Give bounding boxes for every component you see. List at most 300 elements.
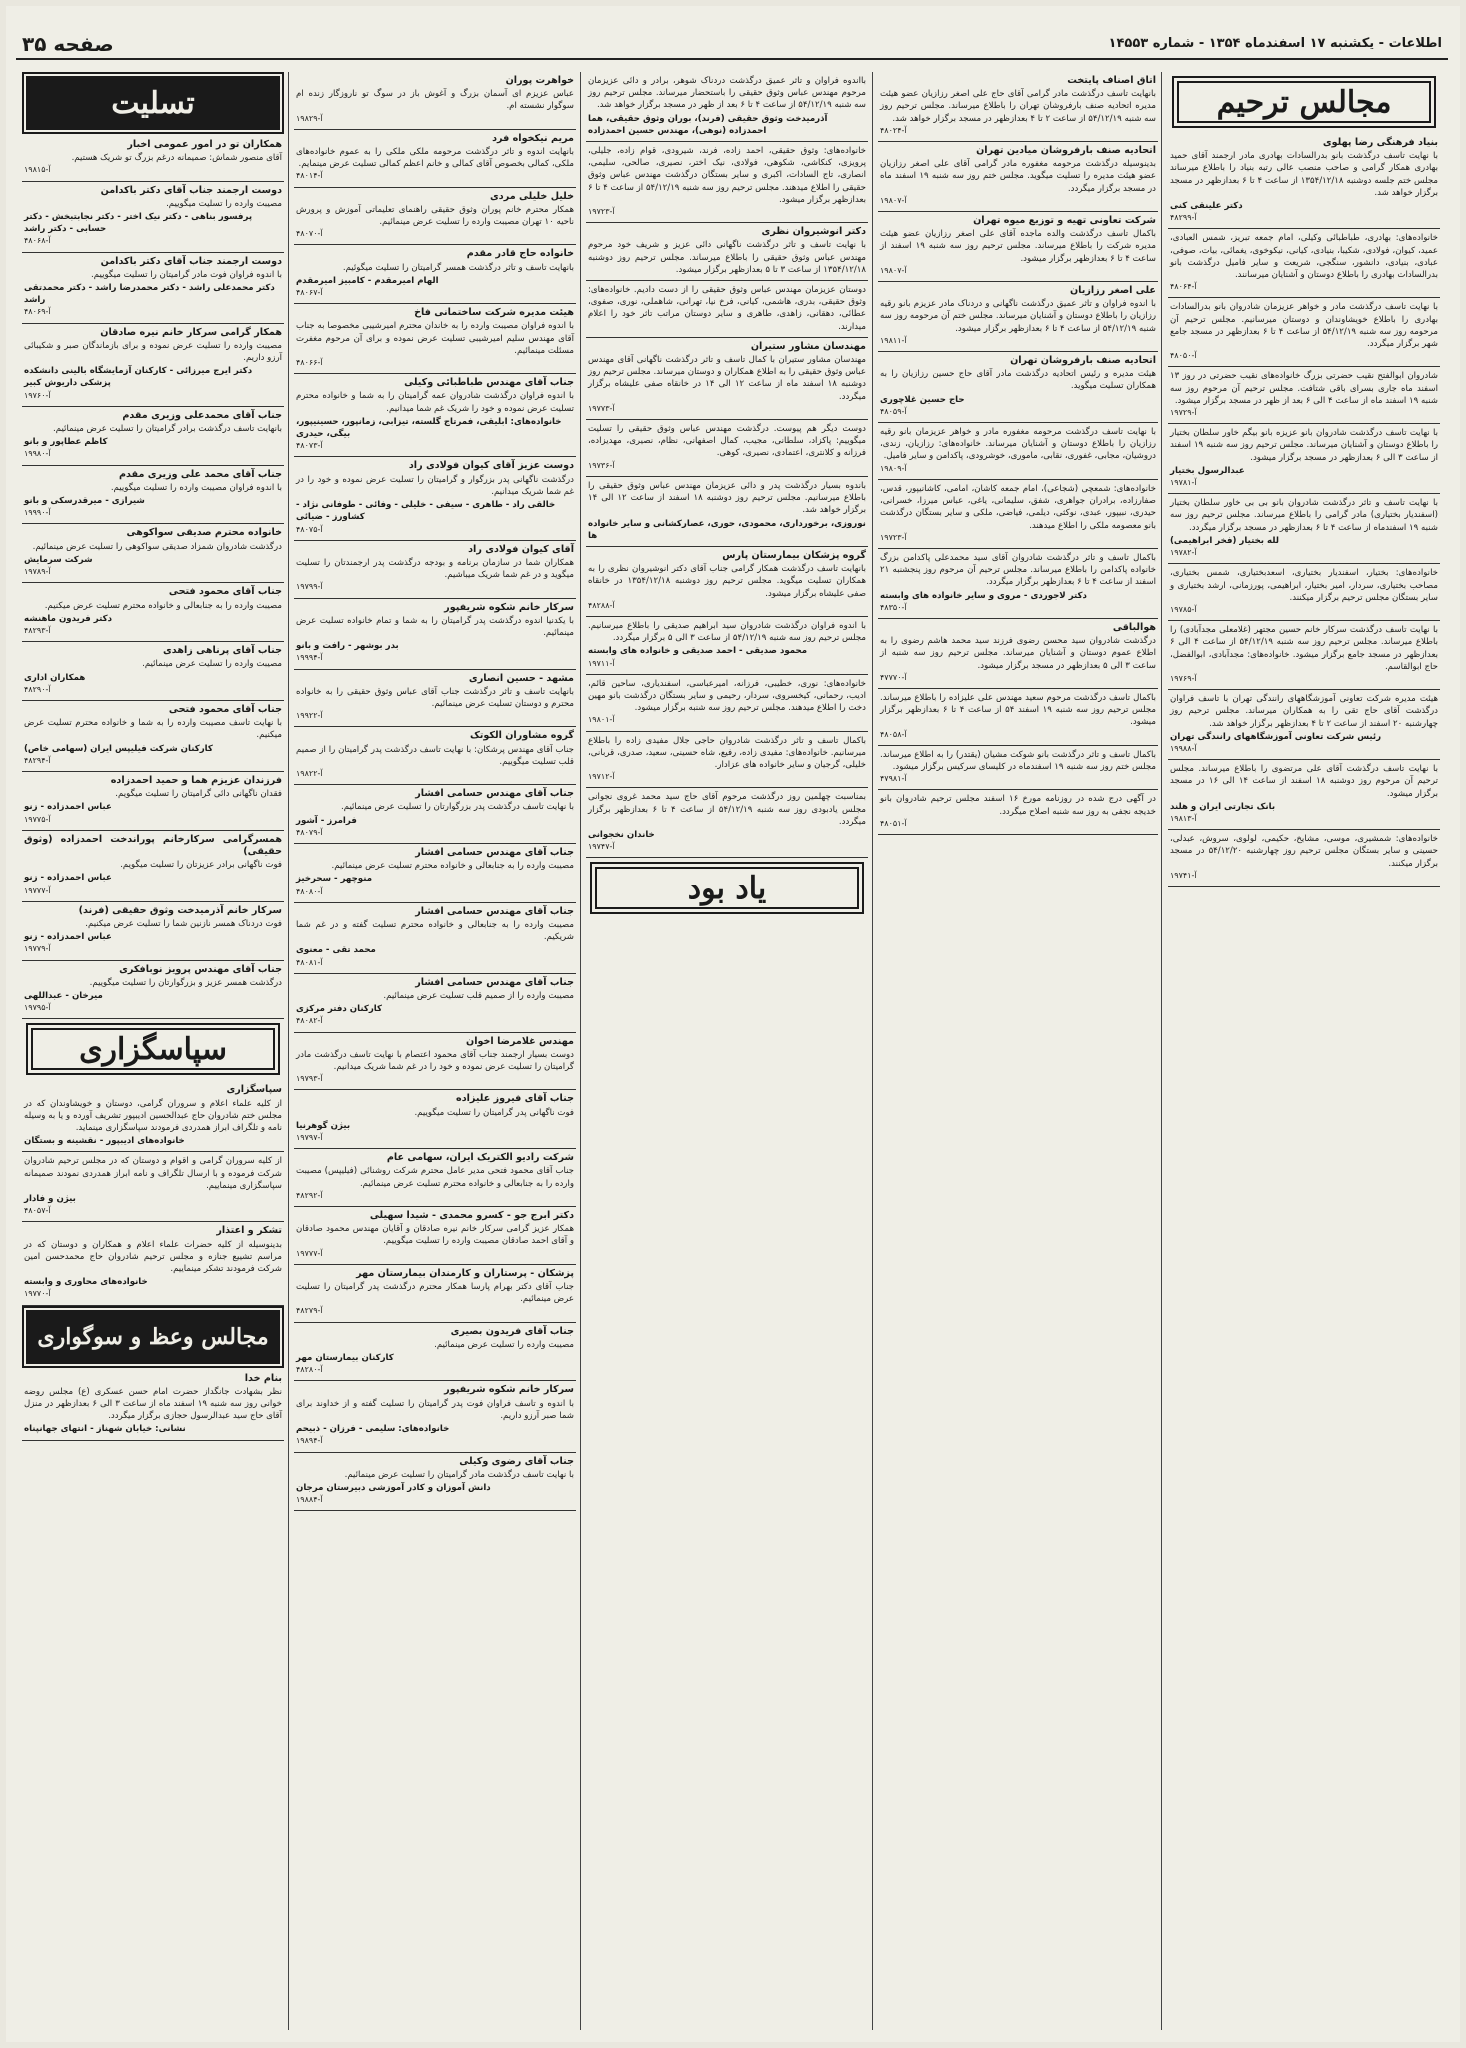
notice [22, 466, 284, 525]
notice-code: آ-۴۸۲۷۹ [296, 1306, 323, 1316]
notice [1168, 134, 1440, 229]
notice-body: جناب آقای دکتر بهرام پارسا همکار محترم درگذشت پدر گرامیتان را تسلیت عرض مینمائیم. [296, 1282, 574, 1305]
notice-body: هیئت مدیره و رئیس اتحادیه درگذشت مادر آقای حاج حسین رزازیان را به همکاران تسلیت میگوید. [880, 369, 1156, 392]
notice [294, 541, 576, 599]
notice [22, 253, 284, 324]
notice [586, 223, 868, 281]
notice-code: آ-۱۹۸۰۷ [880, 195, 907, 205]
notice-body: دوست دیگر هم پیوست. درگذشت مهندس عباس وثوق حقیقی را تسلیت میگوییم: پاکزاد، سلطانی، مجیب، کمال اصفهانی، نظام، نصیری، مهدیزاده، فرزانه و کلانتری، اعتمادی، نصیری، کوهی. [588, 424, 866, 459]
notice-code: آ-۴۸۰۶۹ [24, 307, 51, 317]
notice-code: آ-۴۸۲۹۰ [24, 684, 51, 694]
notice-body: فوت ناگهانی پدر گرامیتان را تسلیت میگوییم. [414, 1107, 574, 1118]
notice-title: جناب آقای مهندس حسامی افشار [415, 905, 574, 917]
notice-title: دوست ارجمند جناب آقای دکتر باکدامن [100, 255, 282, 267]
notice-code: آ-۴۸۲۸۰ [296, 1365, 323, 1375]
notice-code: آ-۴۷۹۸۱ [880, 774, 907, 784]
notice-signature: خالقی راد - طاهری - سیفی - خلیلی - وفائی - طوفانی نژاد - کشاورز - ضیائی [296, 500, 556, 523]
notice [22, 1081, 284, 1152]
notice [1168, 830, 1440, 887]
notice [586, 338, 868, 420]
notice [22, 902, 284, 961]
notice [586, 142, 868, 223]
newspaper-page [6, 6, 1460, 2042]
notice-title: مهندسان مشاور ستیران [750, 340, 866, 352]
notice-title: جناب آقای مهندس پرویز نوبافکری [119, 963, 282, 975]
notice-body: خانواده‌های: بهادری، طباطبائی وکیلی، امام جمعه تبریز، شمس العبادی، عمید، کیوان، فولادی، شکیبا، بنیادی، کیانی، نیکوخوی، یغمائی، بیات، صوفی، عبادی، بنیادی، دانشور، سنگجی، شریعت و سایر فامیل درگذشت بانو بدرالسادات بهادری را باطلاع دوستان و آشنایان میرسانند. [1170, 233, 1438, 281]
notice-body: با نهایت تاسف درگذشت شادروان بانو عزیزه بانو بیگم خاور سلطان بختیار را باطلاع دوستان و آشنایان میرساند. مجلس ترحیم روز سه شنبه ۱۹ اسفند از ساعت ۳ الی ۶ بعدازظهر در مسجد برگزار میشود. [1170, 428, 1438, 463]
notice-signature: خاندان نخجوانی [588, 829, 655, 840]
notice [878, 72, 1158, 142]
notice [22, 324, 284, 407]
notice [878, 746, 1158, 791]
notice-code: آ-۱۹۷۹۵ [24, 1003, 51, 1013]
notice-signature: کارکنان دفتر مرکزی [296, 1004, 383, 1015]
notice-body: با نهایت تاسف درگذشت پدر بزرگوارتان را تسلیت عرض مینمائیم. [341, 802, 574, 813]
notice [294, 245, 576, 304]
column-4 [294, 72, 576, 2032]
notice-code: آ-۴۸۰۵۸ [880, 729, 907, 739]
notice-body: با نهایت تاسف درگذشت بانو بدرالسادات بهادری مادر ارجمند آقای حمید بهادری همکار گرامی و صاحب منصب عالی رتبه بنیاد را باطلاع میرساند مجلس ختم جلسه دوشنبه ۱۳۵۴/۱۲/۱۸ از ساعت ۴ تا ۶ بعدازظهر در مسجد برگزار خواهد شد. [1170, 151, 1438, 198]
page-number: صفحه ۳۵ [22, 32, 114, 56]
notice-body: با نهایت تاسف درگذشت مرحومه مغفوره مادر و خواهر عزیزمان بانو رقیه رزازیان را باطلاع دوستان و آشنایان میرساند. خانواده‌های: رزازیان، زندی، دروشیان، مجابی، غفوری، نقابی، ماموری، خوشرودی، پاکدامن و سایر فامیل. [880, 427, 1156, 462]
notice-code: آ-۱۹۸۲۲ [296, 768, 323, 778]
notice [22, 1222, 284, 1305]
notice-signature: عباس احمدزاده - زنو [24, 873, 112, 884]
notice-body: با نهایت تاسف درگذشت مادر و خواهر عزیزمان شادروان بانو بدرالسادات بهادری را باطلاع خویشاوندان و دوستان میرسانیم. مجلس ترحیم آن مرحومه روز سه شنبه ۵۴/۱۲/۱۹ از ساعت ۴ تا ۶ بعدازظهر در مسجد جامع شهر برگزار میگردد. [1170, 302, 1438, 350]
notice-title: همکار گرامی سرکار خانم نیره صادقان [100, 326, 282, 338]
notice-code: آ-۱۹۷۴۷ [588, 842, 615, 852]
notice-title: جناب آقای محمد علی وزیری مقدم [118, 468, 282, 480]
notice-body: دوستان عزیزمان مهندس عباس وثوق حقیقی را از دست دادیم. خانواده‌های: وثوق حقیقی، بدری، هاشمی، کیانی، فرخ نیا، تهرانی، شاهملی، نوری، صفوی، عطائی، دهقانی، زاهدی، طاهری و سایر دوستان مراتب تاثر خود را اعلام میدارند. [588, 285, 866, 332]
notice-signature: منوچهر - سحرخیز [296, 874, 373, 885]
notice-code: آ-۴۸۰۷۵ [296, 524, 323, 534]
notice-code: آ-۱۹۷۴۱ [1170, 870, 1197, 880]
notice-body: با نهایت تاسف درگذشت مادر گرامیتان را تسلیت عرض مینمائیم. [344, 1469, 574, 1480]
notice-body: با نهایت تاسف مصیبت وارده را به شما و خانواده محترم تسلیت عرض میکنیم. [24, 718, 282, 741]
notices [22, 136, 284, 1019]
notice-title: جناب آقای محمود فتحی [168, 703, 282, 715]
notice-body: مصیبت وارده را به جنابعالی و خانواده محترم تسلیت گفته و در غم شما شریکیم. [296, 919, 574, 943]
notice-body: نظر بشهادت جانگداز حضرت امام حسن عسکری (ع) مجلس روضه خوانی روز سه شنبه ۱۹ اسفند ماه از ساعت ۳ الی ۶ بعدازظهر در منزل آقای حاج سید عبدالرسول حجازی برگزار میگردد. [24, 1386, 282, 1422]
notice-body: فقدان ناگهانی دائی گرامیتان را تسلیت میگویم. [115, 789, 282, 800]
notice-signature: عباس احمدزاده - زنو [24, 802, 112, 813]
notice-signature: نوروزی، برخورداری، محمودی، حوری، عصارکشانی و سایر خانواده ها [588, 518, 866, 541]
notice [294, 1323, 576, 1382]
notice-body: از کلیه سروران گرامی و اقوام و دوستان که در مجلس ترحیم شادروان شرکت فرموده و با ارسال تلگراف و نامه ابراز همدردی نمودند صمیمانه سپاسگزاری مینماییم. [24, 1156, 282, 1191]
notice [294, 72, 576, 130]
notice-code: آ-۱۹۷۲۳ [588, 207, 615, 217]
notice-title: پزشکان - پرستاران و کارمندان بیمارستان مهر [356, 1267, 574, 1279]
notice-code: آ-۱۹۷۸۱ [1170, 478, 1197, 488]
notice-body: مصیبت وارده را تسلیت عرض نموده و برای بازماندگان صبر و شکیبائی آرزو داریم. [24, 340, 282, 364]
notice-title: فرزندان عزیزم هما و حمید احمدزاده [110, 774, 282, 786]
notice [22, 701, 284, 772]
notice [1168, 298, 1440, 367]
notice-body: درگذشت ناگهانی پدر بزرگوار و گرامیتان را تسلیت عرض نموده و خود را در غم شما شریک میدانیم. [296, 474, 574, 497]
section-banner-gratitude: سپاسگزاری [26, 1023, 280, 1075]
notices [878, 72, 1158, 835]
notice-code: آ-۱۹۸۸۴ [296, 1495, 323, 1505]
notice-title: آقای کیوان فولادی راد [468, 543, 574, 555]
notice-body: با اندوه فراوان مصیبت وارده را به خاندان محترم امیرشیبی مخصوصا به جناب آقای مهندس سلیم امیرشیبی تسلیت عرض نموده و برای آن مرحوم مغفرت مسئلت مینمائیم. [296, 321, 574, 356]
notice [294, 1033, 576, 1091]
notice-body: با نهایت تاسف و تاثر درگذشت ناگهانی دائی عزیز و شریف خود مرحوم مهندس عباس وثوق حقیقی را باطلاع میرساند. مجلس ترحیم روز دوشنبه ۱۳۵۴/۱۲/۱۸ از ساعت ۳ تا ۵ بعدازظهر برگزار میشود. [588, 240, 866, 275]
notice-body: مهندسان مشاور ستیران با کمال تاسف و تاثر درگذشت ناگهانی آقای مهندس عباس وثوق حقیقی را به اطلاع همکاران و دوستان میرساند. مجلس ترحیم روز دوشنبه ۱۸ اسفند ماه از ساعت ۱۲ الی ۱۴ در خانقاه صفی علیشاه برگزار میگردد. [588, 355, 867, 402]
notice [586, 477, 868, 547]
column-rule [1161, 72, 1162, 2030]
notice-body: بانهایت تاسف و تاثر درگذشت جناب آقای عباس وثوق حقیقی را به خانواده محترم و دوستان تسلیت عرض مینمائیم. [296, 686, 574, 709]
notice-title: شرکت رادیو الکتریک ایران، سهامی عام [386, 1152, 574, 1164]
notice-code: آ-۴۸۰۸۰ [296, 886, 323, 896]
notice [294, 374, 576, 457]
notice-title: شرکت تعاونی تهیه و توزیع میوه تهران [973, 215, 1156, 227]
notice [294, 670, 576, 728]
notice [586, 420, 868, 477]
notice [878, 549, 1158, 619]
notice [586, 617, 868, 675]
notice-signature: عباس احمدزاده - زنو [24, 932, 112, 943]
notice-code: آ-۱۹۸۹۴ [296, 1436, 323, 1446]
notice [586, 788, 868, 858]
notice-title: اتحادیه صنف بارفروشان میادین تهران [976, 145, 1156, 157]
notice [294, 974, 576, 1033]
notice-body: شادروان ابوالفتح نقیب حضرتی بزرگ خانواده‌های نقیب حضرتی در روز ۱۳ اسفند ماه جاری بسرای باقی شتافت. مجلس ترحیم آن مرحوم روز سه شنبه ۱۹ اسفند ماه از ساعت ۴ الی ۶ بعد از ظهر در مسجد برگزار میشود. [1170, 371, 1438, 406]
notice-title: خلیل خلیلی مردی [490, 190, 574, 202]
notice [294, 188, 576, 246]
notice-code: آ-۴۸۰۵۰ [1170, 351, 1197, 361]
notice-title: همسرگرامی سرکارخانم پوراندخت احمدزاده (وثوق حقیقی) [24, 833, 282, 857]
notice-code: آ-۴۸۰۷۹ [296, 827, 323, 837]
notice-title: جناب آقای محمود فتحی [168, 586, 282, 598]
section-banner-condolence-main: تسلیت [26, 76, 280, 130]
column-1 [1168, 72, 1440, 2032]
notice-signature: دکتر ایرج میرزائی - کارکنان آزمایشگاه بالینی دانشکده پزشکی داریوش کبیر [24, 366, 253, 389]
column-2 [878, 72, 1158, 2032]
notice-code: آ-۴۸۰۶۸ [24, 236, 51, 246]
notice-title: گروه پزشکان بیمارستان پارس [722, 549, 866, 561]
notice-signature: بیژن و فادار [24, 1194, 76, 1205]
notice-title: جناب آقای پرناهی زاهدی [163, 645, 282, 657]
notice-signature: کارکنان شرکت فیلیپس ایران (سهامی خاص) [24, 743, 213, 754]
notice [1168, 494, 1440, 564]
notice-body: بانهایت اندوه و تاثر درگذشت مرحومه ملکی ملکی را به عموم خانواده‌های ملکی، کمالی بخصوص آقای کمالی و خانم اعظم کمالی تسلیت عرض مینمایم. [296, 147, 574, 170]
notice-signature: رئیس شرکت تعاونی آموزشگاههای رانندگی تهران [1170, 731, 1382, 742]
notice-code: آ-۱۹۸۰۹ [880, 463, 907, 473]
notice-signature: محمد تقی - معنوی [296, 945, 376, 956]
notice-code: آ-۱۹۷۱۱ [588, 658, 615, 668]
notice-signature: پرفسور بناهی - دکتر نیک اختر - دکتر نجابتبخش - دکتر حسابی - دکتر راشد [24, 212, 253, 235]
notice [586, 675, 868, 732]
notice-body: همکار عزیز گرامی سرکار خانم نیره صادقان و آقایان مهندس محمود صادقان و آقای احمد صادقان مصیبت وارده را تسلیت میگوییم. [296, 1224, 574, 1247]
notice-title: سرکار خانم شکوه شریفپور [444, 601, 574, 613]
notice-code: آ-۱۹۷۶۹ [1170, 673, 1197, 683]
notice [294, 1453, 576, 1512]
notice [22, 642, 284, 701]
notice-code: آ-۱۹۷۸۵ [1170, 604, 1197, 614]
notice-signature: الهام امیرمقدم - کامبیز امیرمقدم [296, 275, 439, 286]
column-rule [580, 72, 581, 2030]
notice [22, 1370, 284, 1441]
notices [294, 72, 576, 1511]
notice-body: بدینوسیله درگذشت مرحومه مغفوره مادر گرامی آقای علی اصغر رزازیان عضو هیئت مدیره را تسلیت میگوید. مجلس ختم روز سه شنبه ۱۹ اسفند ماه در مسجد برگزار میگردد. [880, 159, 1156, 194]
notice-code: آ-۴۸۰۶۷ [296, 288, 323, 298]
notice [878, 282, 1158, 352]
notice [586, 547, 868, 617]
notice-code: آ-۱۹۷۸۲ [1170, 548, 1197, 558]
notice-code: آ-۱۹۷۳۶ [588, 460, 615, 470]
notices [22, 1370, 284, 1441]
notice-body: جناب آقای مهندس پرشکان: با نهایت تاسف درگذشت پدر گرامیتان را از صمیم قلب تسلیت میگوییم. [296, 744, 574, 767]
notice-code: آ-۱۹۸۱۵ [24, 165, 51, 175]
notice [22, 407, 284, 466]
notice [1168, 690, 1440, 760]
column-rule [288, 72, 289, 2030]
notice-title: خانواده حاج قادر مقدم [466, 248, 574, 260]
notice-code: آ-۱۹۷۹۳ [296, 1074, 323, 1084]
notice-body: باکمال تاسف و تاثر درگذشت شادروان آقای سید محمدعلی پاکدامن بزرگ خانواده پاکدامن را باطلاع میرساند. مجلس ترحیم آن مرحوم روز پنجشنبه ۲۱ اسفند از ساعت ۴ تا ۶ بعدازظهر برگزار میگردد. [880, 552, 1156, 588]
notice [22, 583, 284, 642]
notice [1168, 424, 1440, 494]
notice-title: بنام خدا [244, 1372, 282, 1384]
notice [294, 727, 576, 785]
notice [878, 352, 1158, 423]
notice [1168, 367, 1440, 424]
notice-code: آ-۱۹۷۷۷ [24, 885, 51, 895]
notice-code: آ-۱۹۷۹۷ [296, 1133, 323, 1143]
notice-title: همکاران تو در امور عمومی اخبار [127, 139, 282, 150]
notice-signature: دکتر علینقی کنی [1170, 201, 1243, 212]
notice-body: دوست بسیار ارجمند جناب آقای محمود اعتصام با نهایت تاسف درگذشت مادر گرامیتان را تسلیت عرض نموده و خود را در غم شما شریک میدانیم. [296, 1049, 574, 1073]
notice-code: آ-۱۹۸۲۹ [296, 113, 323, 123]
notice-body: بانهایت تاسف و تاثر درگذشت همسر گرامیتان را تسلیت میگوئیم. [342, 262, 574, 273]
notice [22, 772, 284, 831]
notice-title: مریم نیکخواه فرد [492, 132, 574, 144]
notice-code: آ-۴۷۷۷۰ [880, 672, 907, 682]
notice-body: در آگهی درج شده در روزنامه مورخ ۱۶ اسفند مجلس ترحیم شادروان بانو خدیجه نجفی به روز سه شنبه اصلاح میگردد. [880, 794, 1156, 817]
notice-code: آ-۱۹۷۹۹ [296, 582, 323, 592]
notice [1168, 564, 1440, 621]
notice-signature: دکتر فریدون ماهنشه [24, 613, 113, 624]
notice-body: همکار محترم خانم پوران وثوق حقیقی راهنمای تعلیماتی آموزش و پرورش ناحیه ۱۰ تهران مصیبت وارده را تسلیت عرض مینمائیم. [296, 204, 574, 228]
notice-code: آ-۱۹۹۲۲ [296, 711, 323, 721]
notice-code: آ-۴۸۰۷۳ [296, 441, 323, 451]
notice-body: باکمال تاسف درگذشت والده ماجده آقای علی اصغر رزازیان عضو هیئت مدیره شرکت را باطلاع میرساند. مجلس ترحیم روز سه شنبه ۱۹ اسفند از ساعت ۴ تا ۶ بعدازظهر برگزار میشود. [880, 229, 1156, 264]
notice-title: جناب آقای محمدعلی وزیری مقدم [122, 409, 282, 421]
notice-title: اتحادیه صنف بارفروشان تهران [1010, 355, 1156, 367]
notice-title: جناب آقای مهندس حسامی افشار [415, 788, 574, 800]
notice-code: آ-۱۹۷۷۹ [24, 944, 51, 954]
section-banner-mourning: مجالس ترحیم [1172, 76, 1436, 128]
notice-body: با اندوه فراوان فوت مادر گرامیتان را تسلیت میگوییم. [91, 269, 282, 280]
notice [1168, 621, 1440, 690]
notice-signature: همکاران اداری [24, 672, 86, 683]
notice [878, 689, 1158, 746]
notice-code: آ-۴۸۰۵۱ [880, 818, 907, 828]
notice-code: آ-۴۸۰۶۴ [1170, 282, 1197, 292]
notice-title: جناب آقای مهندس حسامی افشار [415, 976, 574, 988]
notice [22, 182, 284, 253]
notice-body: با نهایت تاسف و تاثر درگذشت شادروان بانو بی بی خاور سلطان بختیار (اسفندیار بختیاری) مادر گرامی را باطلاع میرساند. مجلس ترحیم روز سه شنبه ۱۹ اسفندماه از ساعت ۴ تا ۶ بعدازظهر در مسجد برگزار میگردد. [1170, 498, 1438, 533]
issue-info: اطلاعات - یکشنبه ۱۷ اسفندماه ۱۳۵۴ - شماره ۱۴۵۵۳ [1108, 36, 1442, 51]
notice-code: آ-۱۹۷۷۳ [588, 403, 615, 413]
notice-code: آ-۱۹۸۱۳ [1170, 813, 1197, 823]
notice-body: با اندوه فراوان درگذشت شادروان عمه گرامیتان را به شما و خانواده محترم تسلیت عرض نموده و خود را شریک غم شما میدانیم. [296, 391, 574, 414]
notice-title: دوست عزیز آقای کیوان فولادی راد [408, 460, 574, 472]
notice-code: آ-۱۹۹۹۰ [24, 508, 51, 518]
notice-body: جناب آقای محمود فتحی مدیر عامل محترم شرکت روشنائی (فیلیپس) مصیبت وارده را به جنابعالی و خانواده محترم تسلیت عرض مینمائیم. [296, 1166, 574, 1189]
notice-body: درگذشت همسر عزیز و بزرگوارتان را تسلیت میگوییم. [89, 977, 282, 988]
notice-body: با نهایت تاسف درگذشت سرکار خانم حسین مجتهر (غلامعلی مجدآبادی) را باطلاع میرساند. مجلس ترحیم روز سه شنبه ۵۴/۱۲/۱۹ از ساعت ۴ الی ۶ بعدازظهر در مسجد جامع برگزار میشود. خانواده‌های: مجدآبادی، ابوالفضل، حاج ابوالقاسم. [1170, 625, 1438, 672]
notice-title: جناب آقای مهندس حسامی افشار [415, 846, 574, 858]
notice-code: آ-۱۹۷۷۰ [24, 1289, 51, 1299]
notice [294, 844, 576, 903]
notice-body: بانهایت تاسف درگذشت مادر گرامی آقای حاج علی اصغر رزازیان عضو هیئت مدیره اتحادیه صنف بارفروشان تهران را باطلاع میرساند. مجلس ترحیم روز سه شنبه ۵۴/۱۲/۱۹ از ساعت ۲ تا ۴ بعدازظهر در مسجد برگزار خواهد شد. [880, 89, 1156, 124]
notice-code: آ-۴۸۰۲۴ [880, 125, 907, 135]
column-5 [22, 72, 284, 2032]
notice-signature: شیرازی - میرقدرسکی و بانو [24, 496, 145, 507]
notice [878, 790, 1158, 835]
notice-code: آ-۴۸۰۱۴ [296, 171, 323, 181]
notice-body: عباس عزیزم ای آسمان بزرگ و آغوش باز در سوگ تو ناروزگار زنده ام سوگوار نشسته ام. [296, 89, 574, 112]
notice-body: بمناسبت چهلمین روز درگذشت مرحوم آقای حاج سید محمد غروی نجوانی مجلس یادبودی روز سه شنبه ۵۴/۱۲/۱۹ از ساعت ۴ تا ۶ بعدازظهر برگزار میگردد. [588, 792, 866, 827]
notice-title: خانواده محترم صدیقی سواکوهی [126, 527, 282, 539]
notice-signature: حاج حسین غلاچوری [880, 394, 965, 405]
notice-signature: خانواده‌های: ابلیقی، فمرتاج گلسته، تیزابی، زمانپور، حسینیپور، بیگی، حیدری [296, 416, 562, 440]
notice-body: مصیبت وارده را از صمیم قلب تسلیت عرض مینمائیم. [383, 991, 574, 1001]
notice-code: آ-۴۸۲۹۹ [1170, 213, 1197, 223]
notice-body: بااندوه فراوان و تاثر عمیق درگذشت دردناک شوهر، برادر و دائی عزیزمان مرحوم مهندس عباس وثوق حقیقی را باستحضار میرساند. مجلس ترحیم روز سه شنبه ۵۴/۱۲/۱۹ از ساعت ۴ تا ۶ بعد از ظهر در مسجد برگزار خواهد شد. [588, 76, 866, 111]
column-rule [872, 72, 873, 2030]
notice [586, 281, 868, 338]
notice-signature: دانش آموزان و کادر آموزشی دبیرستان مرجان [296, 1482, 491, 1493]
notice-body: با یکدنیا اندوه درگذشت پدر گرامیتان را به شما و تمام خانواده تسلیت عرض مینمائیم. [296, 615, 574, 638]
notice-body: مصیبت وارده را به جنابعالی و خانواده محترم تسلیت عرض مینمائیم. [331, 861, 574, 872]
notice-title: تشکر و اعتذار [216, 1225, 282, 1237]
notice-code: آ-۱۹۷۲۳ [880, 532, 907, 542]
notice-body: با اندوه فراوان درگذشت شادروان سید ابراهیم صدیقی را باطلاع میرسانیم. مجلس ترحیم روز سه شنبه ۵۴/۱۲/۱۹ از ساعت ۳ الی ۵ برگزار میگردد. [588, 620, 866, 644]
notice-body: با اندوه فراوان و تاثر عمیق درگذشت ناگهانی و دردناک مادر عزیزم بانو رقیه رزازیان را باطلاع دوستان و آشنایان میرساند. مجلس ختم آن مرحومه روز سه شنبه ۵۴/۱۲/۱۹ از ساعت ۴ تا ۶ بعدازظهر برگزار میشود. [880, 299, 1156, 334]
notice [586, 72, 868, 142]
section-banner-sermon: مجالس وعظ و سوگواری [26, 1310, 280, 1364]
notice-signature: نشانی: خیابان شهناز - انتهای جهانپناه [24, 1424, 186, 1435]
notice [1168, 760, 1440, 830]
notice-body: مصیبت وارده را تسلیت عرض مینمائیم. [142, 659, 282, 670]
notice-code: آ-۴۸۰۵۷ [24, 1206, 51, 1216]
notice [294, 1149, 576, 1207]
notice-code: آ-۴۸۰۵۹ [880, 406, 907, 416]
notice-title: جناب آقای فریدون بصیری [450, 1325, 574, 1337]
notice-body: درگذشت شادروان سید محسن رضوی فرزند سید محمد هاشم رضوی را به اطلاع عموم دوستان و آشنایان میرساند. مجلس ترحیم روز سه شنبه از ساعت ۳ الی ۵ بعدازظهر در مسجد برگزار میشود. [880, 636, 1156, 671]
notice-code: آ-۴۸۳۵۰ [880, 602, 907, 612]
section-banner-remembrance: یاد بود [590, 862, 864, 914]
notice [22, 1152, 284, 1222]
notice-body: فوت ناگهانی برادر عزیزتان را تسلیت میگویم. [120, 860, 282, 871]
notice-signature: خانواده‌های محاوری و وابسته [24, 1277, 148, 1288]
notice-body: از کلیه علماء اعلام و سروران گرامی، دوستان و خویشاوندان که در مجلس ختم شادروان حاج عبدالحسین ادیبپور تشریف آورده و یا به وسیله نامه و تلگراف ابراز همدردی فرمودند سپاسگزاری مینماید. [24, 1098, 282, 1133]
notice-body: خانواده‌های: بختیار، اسفندیار بختیاری، اسعدبختیاری، شمس بختیاری، مصاحب بختیاری، سردار، امیر بختیار، ابراهیمی، پورزمانی، ارشد بختیاری و سایر بستگان مجلس ترحیم برگزار میکنند. [1170, 568, 1438, 603]
notice-signature: آذرمیدخت وثوق حقیقی (فرند)، بوران وثوق حقیقی، هما احمدزاده (نوهی)، مهندس حسین احمدزاده [588, 113, 828, 136]
notice-title: جناب آقای فیروز علیزاده [456, 1093, 574, 1105]
notice-signature: بدر بوشهر - رافت و بانو [296, 641, 399, 652]
notice-body: آقای منصور شماش: صمیمانه درغم بزرگ تو شریک هستیم. [71, 153, 282, 164]
notice-signature: کارکنان بیمارستان مهر [296, 1353, 394, 1364]
notice-title: دوست ارجمند جناب آقای دکتر باکدامن [100, 184, 282, 196]
notice-code: آ-۱۹۷۱۲ [588, 772, 615, 782]
notice-title: مشهد - حسین انصاری [468, 672, 574, 684]
notice-code: آ-۴۸۰۸۲ [296, 1016, 323, 1026]
notices [22, 1081, 284, 1305]
notice-signature: میرخان - عبداللهی [24, 990, 103, 1001]
notice-signature: لله بختیار (فخر ابراهیمی) [1170, 535, 1279, 546]
page-header [16, 14, 1448, 60]
notice-code: آ-۱۹۸۰۱ [588, 715, 615, 725]
notice-signature: دکتر محمدعلی راشد - دکتر محمدرضا راشد - دکتر محمدتقی راشد [24, 283, 275, 306]
notice-code: آ-۱۹۷۲۹ [1170, 408, 1197, 418]
notice [1168, 229, 1440, 298]
notice-code: آ-۴۸۲۹۳ [24, 625, 51, 635]
notice [294, 1090, 576, 1149]
notice-body: بانهایت تاسف درگذشت همکار گرامی جناب آقای دکتر انوشیروان نظری را به همکاران تسلیت میگوید. مجلس ترحیم روز دوشنبه ۱۳۵۴/۱۲/۱۸ در خانقاه صفی علیشاه برگزار میشود. [588, 564, 866, 599]
notice-code: آ-۱۹۸۱۱ [880, 335, 907, 345]
notice-body: درگذشت شادروان شمزاد صدیقی سواکوهی را تسلیت عرض مینمائیم. [32, 541, 282, 552]
notice [294, 903, 576, 974]
notice-code: آ-۱۹۷۸۹ [24, 567, 51, 577]
notice-signature: عبدالرسول بختیار [1170, 465, 1245, 476]
notice-code: آ-۱۹۹۸۸ [1170, 743, 1197, 753]
notice-body: باکمال تاسف و تاثر درگذشت شادروان حاجی جلال مفیدی زاده را باطلاع میرسانیم. خانواده‌های: مفیدی زاده، رفیع، شاه حسینی، سعید، صدری، قربانی، خلیلی، گرجیان و سایر خانواده های عزادار. [588, 735, 866, 770]
notice [294, 1381, 576, 1452]
notice-title: مهندس غلامرضا اخوان [466, 1035, 574, 1047]
notice [294, 1207, 576, 1265]
notice [878, 212, 1158, 282]
notice-signature: بانک تجارتی ایران و هلند [1170, 801, 1276, 812]
notice-title: دکتر ابرج جو - کسرو محمدی - شیدا سهیلی [369, 1210, 574, 1222]
notice-title: هوالباقی [1112, 621, 1156, 633]
notice-title: اتاق اصناف پایتخت [1067, 75, 1156, 86]
notice-signature: فرامرز - آشور [296, 815, 357, 826]
notice-body: همکاران شما در سازمان برنامه و بودجه درگذشت پدر ارجمندتان را تسلیت میگوید و در غم شما شریک میباشیم. [296, 557, 574, 581]
notice-code: آ-۱۹۷۶۰ [24, 390, 51, 400]
notice [878, 619, 1158, 689]
notice-signature: محمود صدیقی - احمد صدیقی و خانواده های وابسته [588, 646, 808, 657]
notice-title: سرکار خانم شکوه شریفپور [444, 1384, 574, 1396]
notice-signature: دکتر لاجوردی - مروی و سایر خانواده های وابسته [880, 590, 1087, 601]
notice-code: آ-۱۹۸۰۷ [880, 265, 907, 275]
notice [878, 423, 1158, 480]
notice [586, 732, 868, 789]
notice-title: هیئت مدیره شرکت ساختمانی فاخ [414, 307, 574, 319]
notice [294, 457, 576, 540]
notice [878, 142, 1158, 212]
notice-title: خواهرت پوران [505, 75, 574, 86]
notice-code: آ-۴۸۲۹۲ [296, 1190, 323, 1200]
notice-signature: خانواده‌های: سلیمی - فرزان - ذبیحم [296, 1424, 450, 1435]
notices [586, 72, 868, 858]
notice-title: سرکار خانم آذرمیدخت وثوق حقیقی (فرند) [78, 904, 282, 916]
notice-body: باکمال تاسف درگذشت مرحوم سعید مهندس علی علیزاده را باطلاع میرساند. مجلس ترحیم روز سه شنبه ۱۹ اسفند ۵۴ از ساعت ۴ تا ۶ بعدازظهر برگزار میشود. [880, 692, 1156, 728]
notice-signature: بیژن گوهرنیا [296, 1120, 351, 1131]
notice-code: آ-۱۹۷۷۵ [24, 814, 51, 824]
notice-code: آ-۴۸۲۸۸ [588, 600, 615, 610]
notices [1168, 134, 1440, 887]
notice [22, 961, 284, 1020]
notice-body: خانواده‌های: وثوق حقیقی، احمد زاده، فرند، شیرودی، قوام زاده، جلیلی، پرویزی، کنکاشی، شکوهی، فولادی، نیک اختر، نصیری، صالحی، سلیمی، انصاری، تاج السادات، اکبری و سایر بستگان درگذشت مهندس عباس وثوق حقیقی را اطلاع میدهند. مجلس ترحیم روز سه شنبه ۵۴/۱۲/۱۹ از ساعت ۴ تا ۶ بعدازظهر برگزار میشود. [588, 146, 866, 205]
notice-body: بانهایت تاسف درگذشت برادر گرامیتان را تسلیت عرض مینمائیم. [53, 424, 282, 435]
notice-body: بدینوسیله از کلیه حضرات علماء اعلام و همکاران و دوستان که در مراسم تشییع جنازه و مجلس ترحیم شادروان حاج محمدحسن امین شرکت فرمودند تشکر مینماییم. [24, 1239, 282, 1275]
notice-code: آ-۴۸۰۸۱ [296, 957, 323, 967]
notice-body: با اندوه فراوان مصیبت وارده را تسلیت میگوییم. [110, 482, 282, 493]
notice [294, 785, 576, 844]
